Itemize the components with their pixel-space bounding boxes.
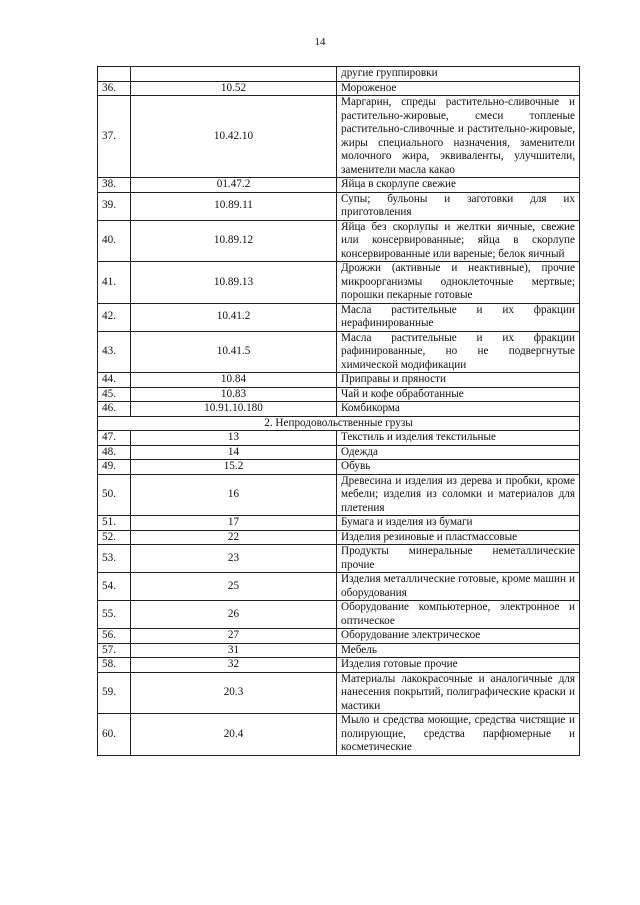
row-number: 41. <box>98 262 131 304</box>
row-name: Оборудование электрическое <box>337 629 580 644</box>
row-number: 43. <box>98 331 131 373</box>
row-code: 10.91.10.180 <box>131 402 337 417</box>
row-code: 13 <box>131 431 337 446</box>
row-code: 20.4 <box>131 714 337 756</box>
row-name: Материалы лакокрасочные и аналогичные для нанесения покрытий, полиграфические краски и мастики <box>337 672 580 714</box>
table-row <box>98 714 580 756</box>
table-row <box>98 474 580 516</box>
row-number: 48. <box>98 445 131 460</box>
row-name: Маргарин, спреды растительно-сливочные и растительно-жировые, смеси топленые растительно-сливочные и растительно-жировые, жиры специального назначения, заменители молочного жира, эквиваленты, улучшители, заменители масла какао <box>337 96 580 178</box>
row-number: 50. <box>98 474 131 516</box>
table-row <box>98 220 580 262</box>
row-name: Изделия металлические готовые, кроме машин и оборудования <box>337 573 580 601</box>
table-row <box>98 643 580 658</box>
row-name: Приправы и пряности <box>337 373 580 388</box>
table-row <box>98 81 580 96</box>
row-number: 55. <box>98 601 131 629</box>
row-code: 25 <box>131 573 337 601</box>
table-row <box>98 445 580 460</box>
row-code: 10.89.13 <box>131 262 337 304</box>
table-row <box>98 460 580 475</box>
row-name: Яйца в скорлупе свежие <box>337 178 580 193</box>
table-row <box>98 431 580 446</box>
table-row <box>98 67 580 82</box>
row-name: Бумага и изделия из бумаги <box>337 516 580 531</box>
row-code <box>131 67 337 82</box>
row-code: 32 <box>131 658 337 673</box>
row-name: Комбикорма <box>337 402 580 417</box>
page-number: 14 <box>314 36 326 48</box>
nonfood-goods-rows <box>98 431 580 756</box>
row-code: 17 <box>131 516 337 531</box>
row-name: Изделия резиновые и пластмассовые <box>337 530 580 545</box>
row-code: 10.89.12 <box>131 220 337 262</box>
row-number: 37. <box>98 96 131 178</box>
row-code: 26 <box>131 601 337 629</box>
row-number: 54. <box>98 573 131 601</box>
table-row <box>98 387 580 402</box>
row-code: 15.2 <box>131 460 337 475</box>
row-code: 10.41.5 <box>131 331 337 373</box>
table-row <box>98 601 580 629</box>
table-row <box>98 629 580 644</box>
row-number: 45. <box>98 387 131 402</box>
table-row <box>98 192 580 220</box>
row-code: 14 <box>131 445 337 460</box>
row-name: Супы; бульоны и заготовки для их приготовления <box>337 192 580 220</box>
table-row <box>98 672 580 714</box>
section-heading-row-group <box>98 416 580 431</box>
row-number: 49. <box>98 460 131 475</box>
row-number: 36. <box>98 81 131 96</box>
row-number: 57. <box>98 643 131 658</box>
food-goods-rows <box>98 67 580 417</box>
row-code: 10.89.11 <box>131 192 337 220</box>
table-row <box>98 545 580 573</box>
row-code: 10.84 <box>131 373 337 388</box>
table-row <box>98 178 580 193</box>
row-number: 59. <box>98 672 131 714</box>
row-name: Изделия готовые прочие <box>337 658 580 673</box>
row-number <box>98 67 131 82</box>
table-row <box>98 402 580 417</box>
row-name: Яйца без скорлупы и желтки яичные, свежие или консервированные; яйца в скорлупе консервированные или вареные; белок яичный <box>337 220 580 262</box>
row-code: 22 <box>131 530 337 545</box>
row-number: 39. <box>98 192 131 220</box>
table-row <box>98 262 580 304</box>
row-code: 27 <box>131 629 337 644</box>
row-number: 46. <box>98 402 131 417</box>
row-name: Масла растительные и их фракции нерафинированные <box>337 303 580 331</box>
row-name: Дрожжи (активные и неактивные), прочие микроорганизмы одноклеточные мертвые; порошки пекарные готовые <box>337 262 580 304</box>
row-code: 10.41.2 <box>131 303 337 331</box>
row-name: Мороженое <box>337 81 580 96</box>
row-code: 10.42.10 <box>131 96 337 178</box>
table-row <box>98 331 580 373</box>
row-name: Одежда <box>337 445 580 460</box>
row-name: Мебель <box>337 643 580 658</box>
table-row <box>98 96 580 178</box>
row-number: 58. <box>98 658 131 673</box>
table-row <box>98 373 580 388</box>
row-name: Масла растительные и их фракции рафинированные, но не подвергнутые химической модификации <box>337 331 580 373</box>
row-number: 44. <box>98 373 131 388</box>
row-name: Текстиль и изделия текстильные <box>337 431 580 446</box>
row-number: 42. <box>98 303 131 331</box>
table-row <box>98 573 580 601</box>
row-number: 53. <box>98 545 131 573</box>
section-heading: 2. Непродовольственные грузы <box>98 416 580 431</box>
table-row <box>98 303 580 331</box>
row-code: 20.3 <box>131 672 337 714</box>
row-name: Оборудование компьютерное, электронное и оптическое <box>337 601 580 629</box>
row-code: 01.47.2 <box>131 178 337 193</box>
row-name: Обувь <box>337 460 580 475</box>
table-row <box>98 516 580 531</box>
row-code: 16 <box>131 474 337 516</box>
row-code: 10.52 <box>131 81 337 96</box>
row-name: Мыло и средства моющие, средства чистящие и полирующие, средства парфюмерные и косметические <box>337 714 580 756</box>
row-number: 60. <box>98 714 131 756</box>
row-name: Продукты минеральные неметаллические прочие <box>337 545 580 573</box>
row-name: Древесина и изделия из дерева и пробки, кроме мебели; изделия из соломки и материалов для плетения <box>337 474 580 516</box>
section-heading-row <box>98 416 580 431</box>
row-code: 31 <box>131 643 337 658</box>
row-name: другие группировки <box>337 67 580 82</box>
row-code: 10.83 <box>131 387 337 402</box>
row-name: Чай и кофе обработанные <box>337 387 580 402</box>
row-number: 40. <box>98 220 131 262</box>
row-number: 38. <box>98 178 131 193</box>
row-number: 51. <box>98 516 131 531</box>
row-number: 56. <box>98 629 131 644</box>
row-code: 23 <box>131 545 337 573</box>
table-row <box>98 530 580 545</box>
goods-table <box>97 66 580 756</box>
row-number: 47. <box>98 431 131 446</box>
row-number: 52. <box>98 530 131 545</box>
table-row <box>98 658 580 673</box>
